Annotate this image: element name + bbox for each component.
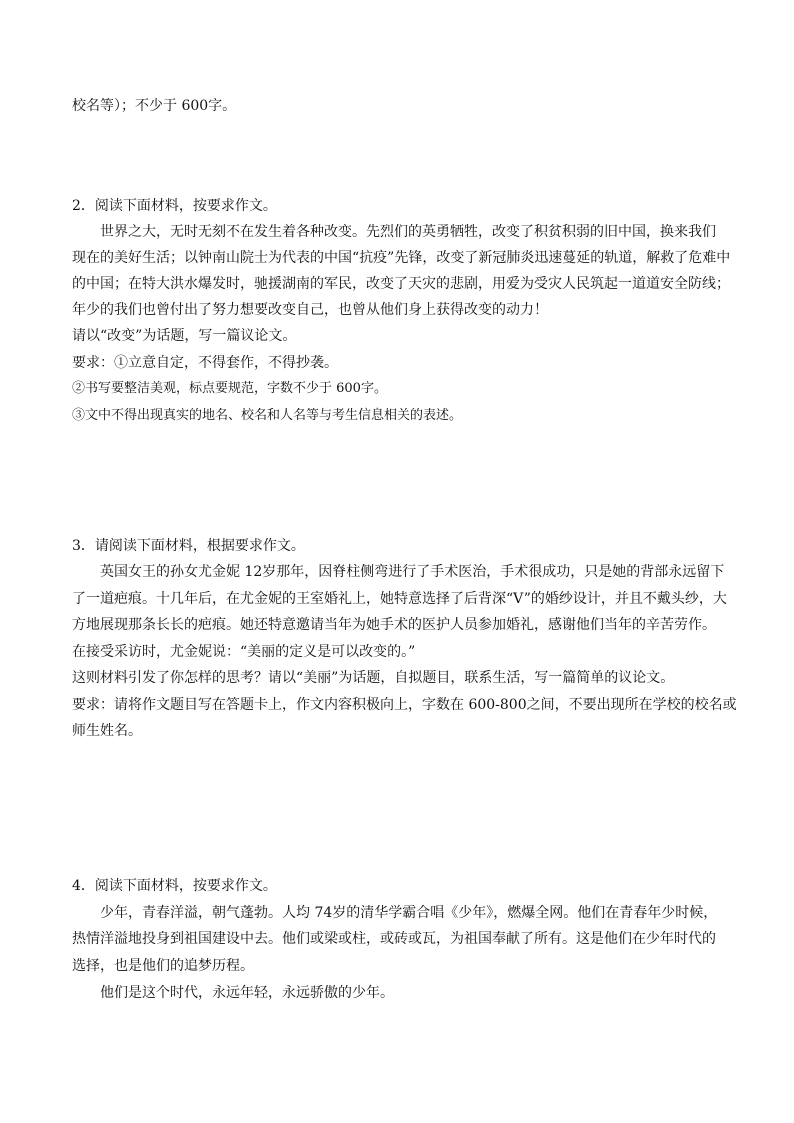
q4-material-line: 少年，青春洋溢，朝气蓬勃。人均 74岁的清华学霸合唱《少年》，燃爆全网。他们在青春年少时候， xyxy=(100,905,718,921)
q3-material-line: 在接受采访时，尤金妮说：“美丽的定义是可以改变的。” xyxy=(72,644,416,660)
q2-prompt: 请以“改变”为话题，写一篇议论文。 xyxy=(72,328,297,344)
q2-material-line: 现在的美好生活；以钟南山院士为代表的中国“抗疫”先锋，改变了新冠肺炎迅速蔓延的轨道，解救了危难中 xyxy=(72,250,731,266)
q2-heading: 2．阅读下面材料，按要求作文。 xyxy=(72,198,277,214)
q3-requirement: 师生姓名。 xyxy=(72,723,142,739)
q3-requirement: 要求：请将作文题目写在答题卡上，作文内容积极向上，字数在 600-800之间，不要出现所在学校的校名或 xyxy=(72,697,737,713)
q2-requirement: ②书写要整洁美观，标点要规范，字数不少于 600字。 xyxy=(72,381,387,396)
q4-heading: 4．阅读下面材料，按要求作文。 xyxy=(72,878,277,894)
q4-material-line: 他们是这个时代，永远年轻，永远骄傲的少年。 xyxy=(100,985,394,1001)
q2-material-line: 的中国；在特大洪水爆发时，驰援湖南的军民，改变了天灾的悲剧，用爱为受灾人民筑起一道道安全防线； xyxy=(72,276,730,292)
q3-heading: 3．请阅读下面材料，根据要求作文。 xyxy=(72,538,305,554)
q2-material-line: 世界之大，无时无刻不在发生着各种改变。先烈们的英勇牺牲，改变了积贫积弱的旧中国，换来我们 xyxy=(100,224,716,240)
q4-material-line: 选择，也是他们的追梦历程。 xyxy=(72,958,254,974)
q3-prompt: 这则材料引发了你怎样的思考？请以“美丽”为话题，自拟题目，联系生活，写一篇简单的议论文。 xyxy=(72,670,675,686)
q2-material-line: 年少的我们也曾付出了努力想要改变自己，也曾从他们身上获得改变的动力！ xyxy=(72,302,548,318)
q3-material-line: 英国女王的孙女尤金妮 12岁那年，因脊柱侧弯进行了手术医治，手术很成功，只是她的背部永远留下 xyxy=(100,564,725,580)
q4-material-line: 热情洋溢地投身到祖国建设中去。他们或梁或柱，或砖或瓦，为祖国奉献了所有。这是他们在少年时代的 xyxy=(72,931,716,947)
q2-requirement: ③文中不得出现真实的地名、校名和人名等与考生信息相关的表述。 xyxy=(72,408,463,423)
top-fragment: 校名等）；不少于 600字。 xyxy=(72,98,237,114)
q3-material-line: 方地展现那条长长的疤痕。她还特意邀请当年为她手术的医护人员参加婚礼，感谢他们当年的辛苦劳作。 xyxy=(72,617,716,633)
q2-requirement: 要求：①立意自定，不得套作，不得抄袭。 xyxy=(72,355,338,371)
q3-material-line: 了一道疤痕。十几年后，在尤金妮的王室婚礼上，她特意选择了后背深“V”的婚纱设计，并且不戴头纱，大 xyxy=(72,591,727,607)
